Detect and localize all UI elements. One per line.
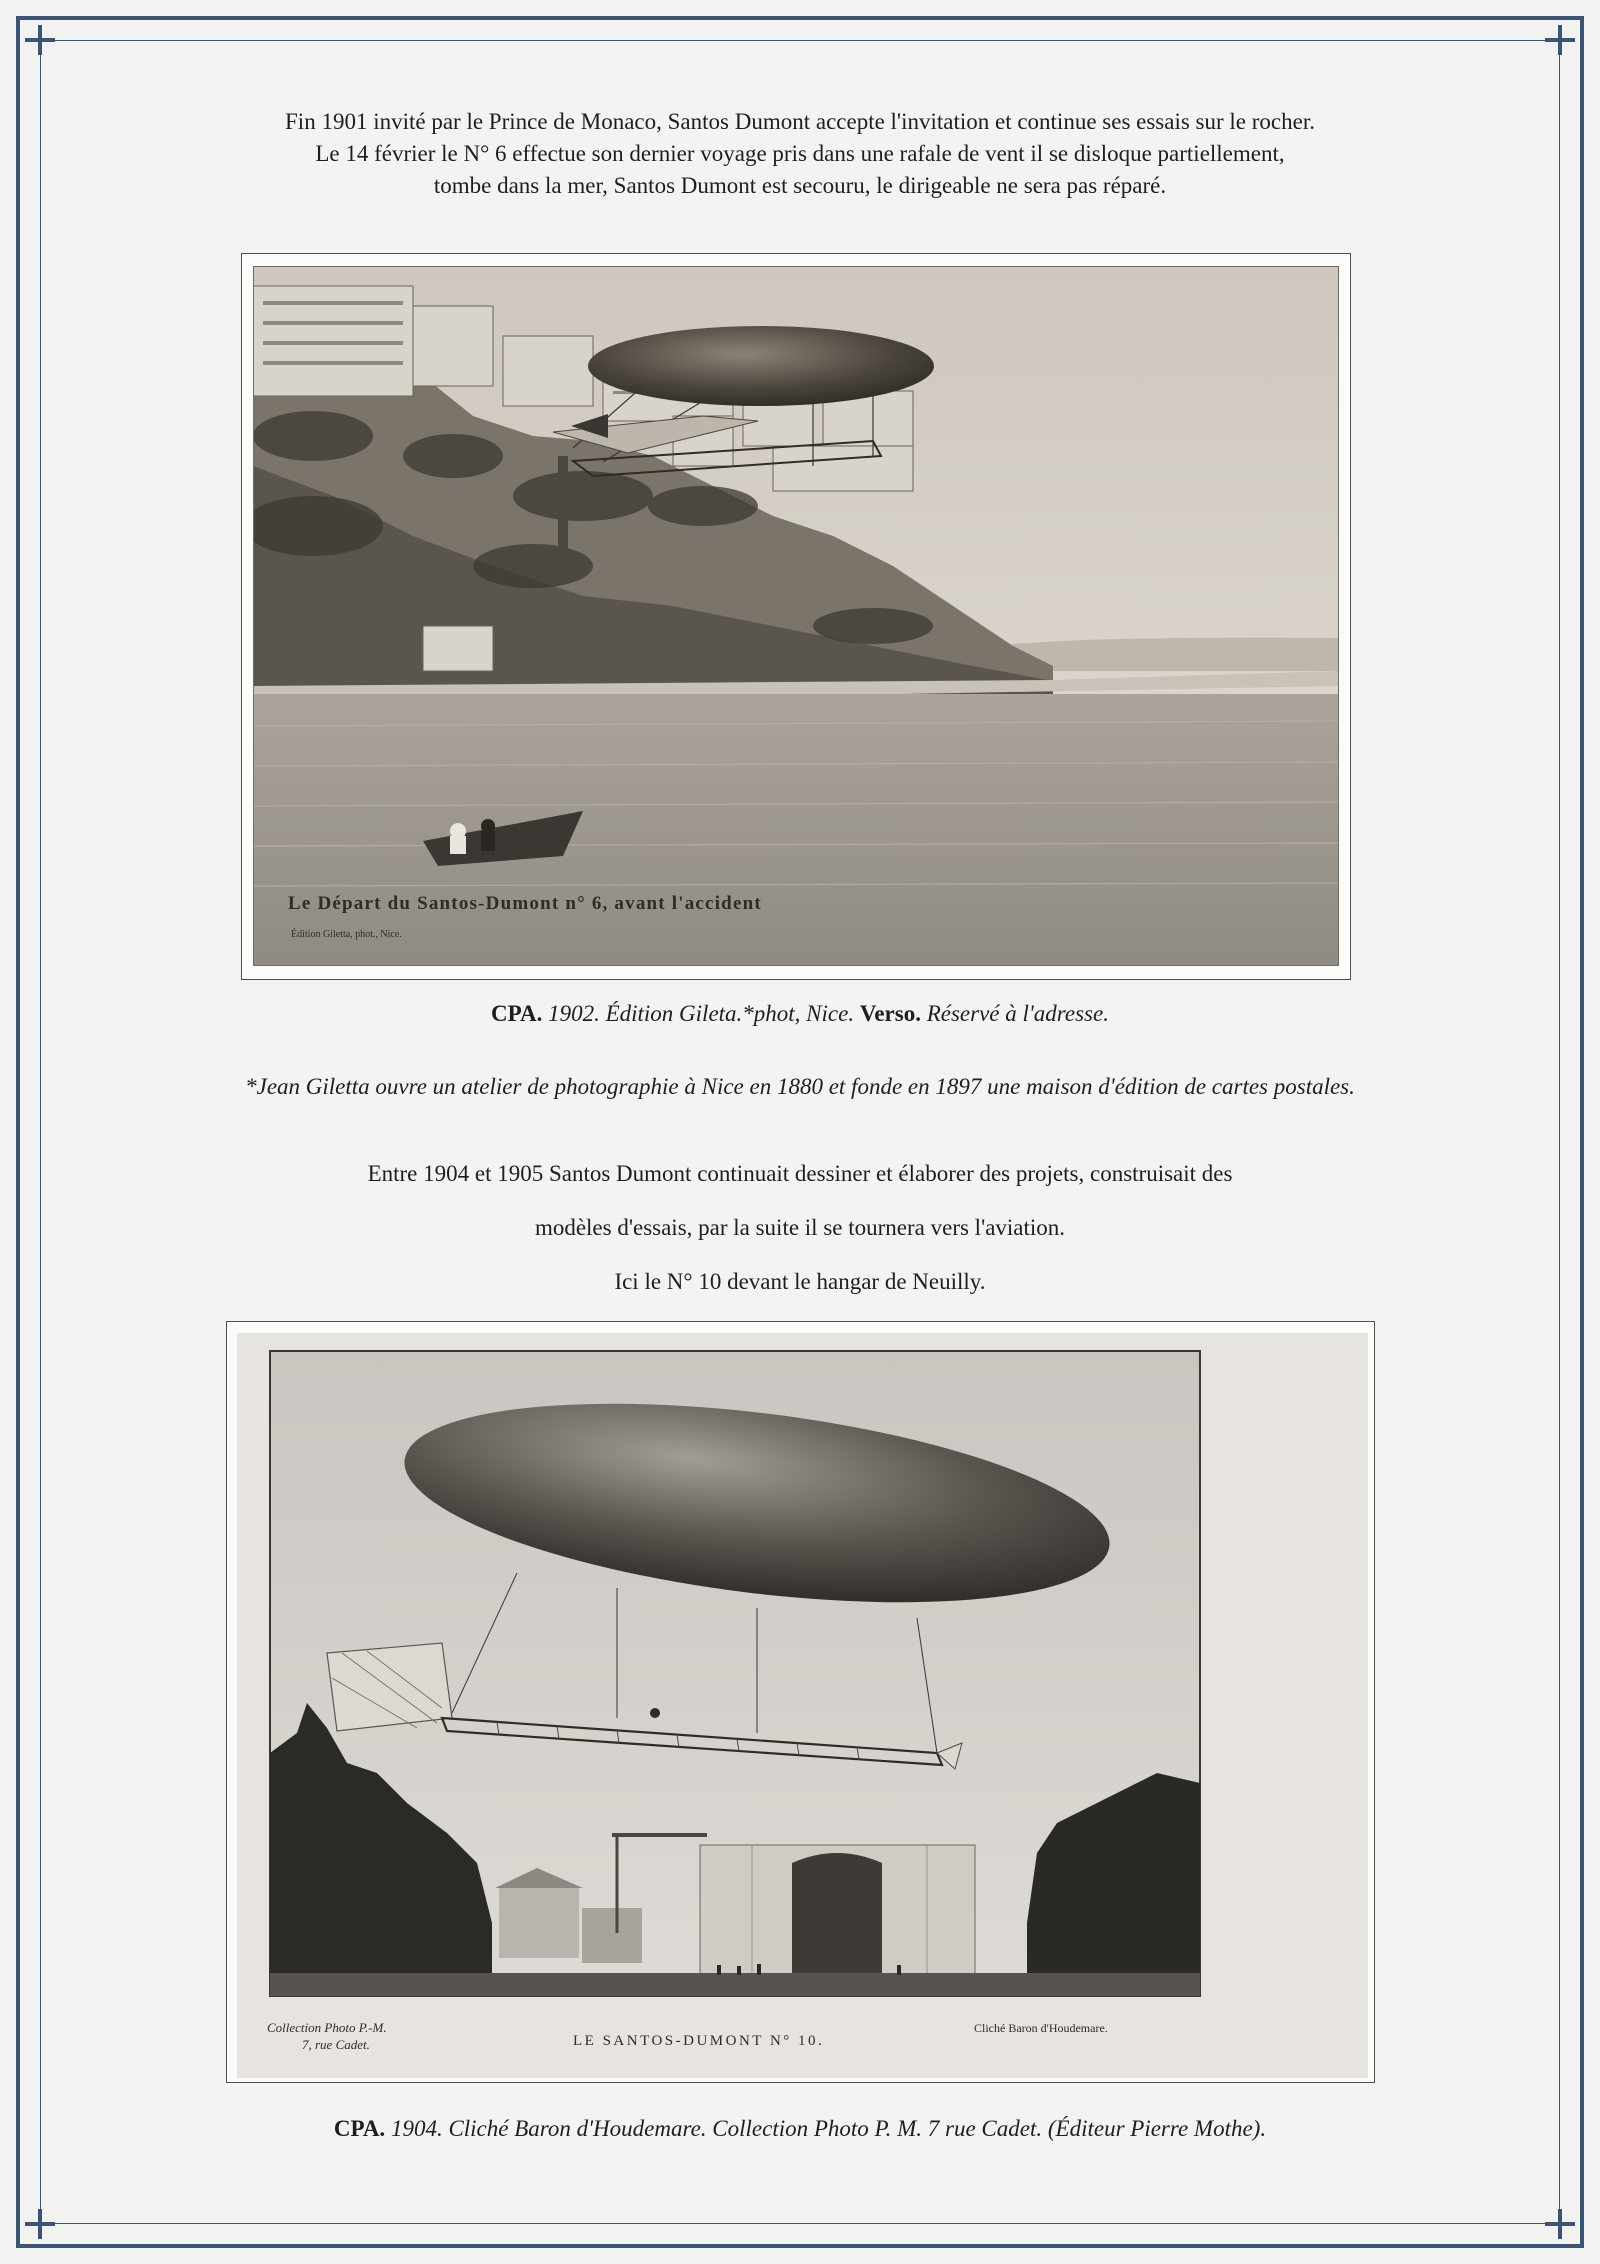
caption-2-details: 1904. Cliché Baron d'Houdemare. Collection Photo P. M. 7 rue Cadet. (Éditeur Pierre Mothe). bbox=[385, 2116, 1267, 2141]
caption-1-verso: Verso. bbox=[859, 1001, 921, 1026]
postcard-2-title: LE SANTOS-DUMONT N° 10. bbox=[573, 2033, 825, 2049]
intro-paragraph bbox=[80, 106, 1520, 202]
caption-1-details: 1902. Édition Gileta.*phot, Nice. bbox=[542, 1001, 860, 1026]
neuilly-airship-scene bbox=[237, 1333, 1368, 2078]
caption-1-cpa: CPA. bbox=[491, 1001, 543, 1026]
middle-line: Entre 1904 et 1905 Santos Dumont continuait dessiner et élaborer des projets, construisait des bbox=[367, 1161, 1233, 1186]
corner-ornament-top-left bbox=[25, 25, 55, 55]
postcard-2-collection bbox=[267, 2019, 387, 2053]
middle-paragraph bbox=[80, 1147, 1520, 1309]
postcard-1-photo bbox=[253, 266, 1339, 966]
caption-2-cpa: CPA. bbox=[333, 2116, 386, 2141]
middle-line: modèles d'essais, par la suite il se tournera vers l'aviation. bbox=[534, 1215, 1066, 1240]
caption-card-2 bbox=[80, 2116, 1520, 2142]
footnote-giletta: *Jean Giletta ouvre un atelier de photographie à Nice en 1880 et fonde en 1897 une maison d'édition de cartes postales. bbox=[245, 1074, 1355, 1099]
caption-card-1 bbox=[80, 1001, 1520, 1027]
monaco-airship-scene bbox=[253, 266, 1339, 966]
postcard-2-cliche: Cliché Baron d'Houdemare. bbox=[974, 2021, 1108, 2035]
postcard-2-collection-line2: 7, rue Cadet. bbox=[302, 2037, 370, 2052]
corner-ornament-bottom-right bbox=[1545, 2209, 1575, 2239]
postcard-2-collection-line1: Collection Photo P.-M. bbox=[267, 2020, 387, 2035]
postcard-1-publisher: Édition Giletta, phot., Nice. bbox=[291, 929, 402, 940]
corner-ornament-top-right bbox=[1545, 25, 1575, 55]
intro-line: tombe dans la mer, Santos Dumont est secouru, le dirigeable ne sera pas réparé. bbox=[433, 173, 1167, 198]
intro-line: Le 14 février le N° 6 effectue son dernier voyage pris dans une rafale de vent il se disloque partiellement, bbox=[315, 141, 1285, 166]
intro-line: Fin 1901 invité par le Prince de Monaco, Santos Dumont accepte l'invitation et continue ses essais sur le rocher. bbox=[285, 109, 1315, 134]
postcard-2-card bbox=[237, 1333, 1368, 2078]
caption-1-rest: Réservé à l'adresse. bbox=[920, 1001, 1109, 1026]
corner-ornament-bottom-left bbox=[25, 2209, 55, 2239]
postcard-1-title: Le Départ du Santos-Dumont n° 6, avant l'accident bbox=[288, 893, 762, 914]
middle-line: Ici le N° 10 devant le hangar de Neuilly. bbox=[614, 1269, 986, 1294]
